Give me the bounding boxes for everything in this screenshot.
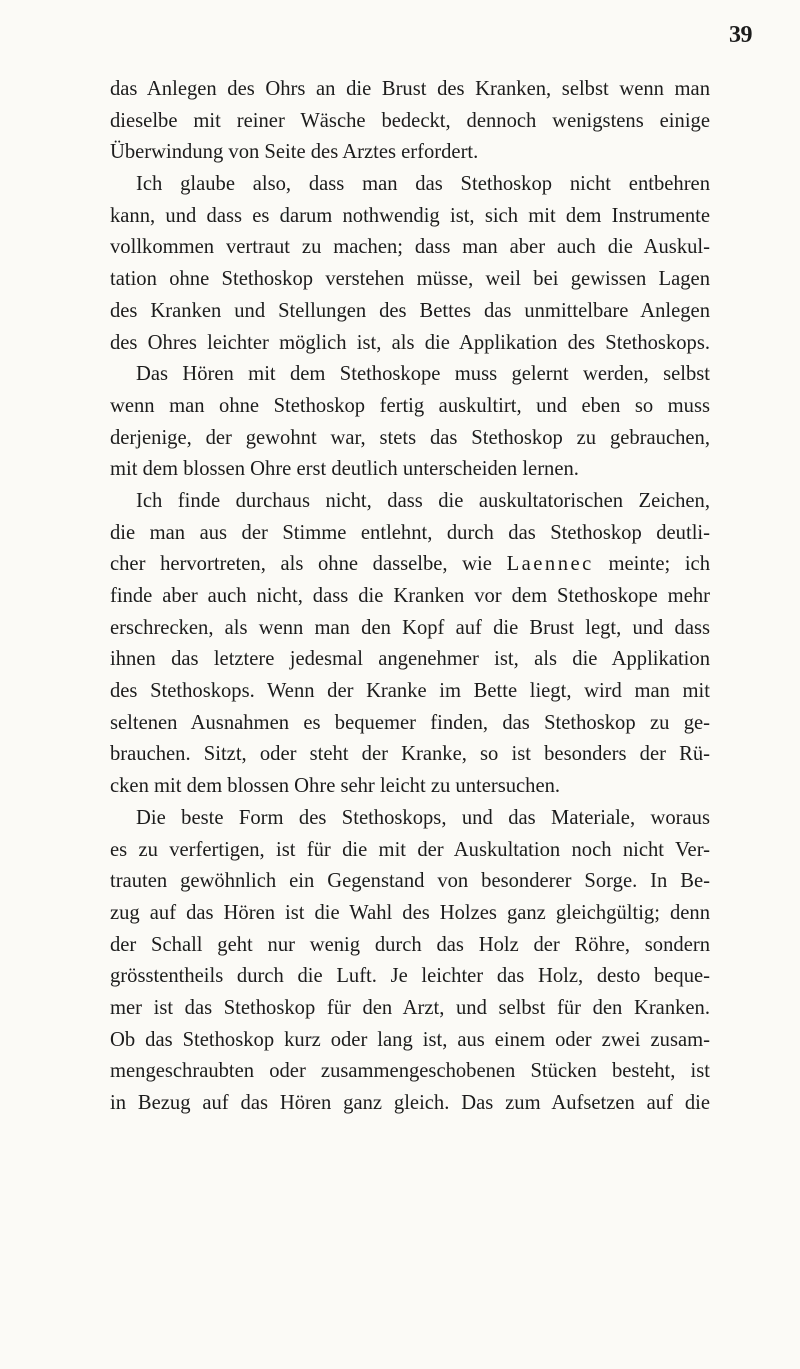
text-line: cken mit dem blossen Ohre sehr leicht zu untersuchen. xyxy=(110,775,561,798)
text-line: seltenen Ausnahmen es bequemer finden, das Stethoskop zu ge- xyxy=(110,711,710,734)
text-line: es zu verfertigen, ist für die mit der Auskultation noch nicht Ver- xyxy=(110,838,710,861)
text-line: das Anlegen des Ohrs an die Brust des Kranken, selbst wenn man xyxy=(110,78,710,100)
text-line: Ich finde durchaus nicht, dass die auskultatorischen Zeichen, xyxy=(136,489,710,512)
text-line: kann, und dass es darum nothwendig ist, sich mit dem Instrumente xyxy=(110,204,710,227)
text-line: Ich glaube also, dass man das Stethoskop nicht entbehren xyxy=(136,173,710,196)
text-line: des Ohres leichter möglich ist, als die Applikation des Stethoskops. xyxy=(110,331,710,354)
text-line: trauten gewöhnlich ein Gegenstand von besonderer Sorge. In Be- xyxy=(110,870,710,893)
body-text xyxy=(110,74,710,1120)
text-line: grösstentheils durch die Luft. Je leichter das Holz, desto beque- xyxy=(110,965,710,988)
text-line: mengeschraubten oder zusammengeschobenen Stücken besteht, ist xyxy=(110,1060,710,1083)
text-line: dieselbe mit reiner Wäsche bedeckt, dennoch wenigstens einige xyxy=(110,109,710,132)
text-line: tation ohne Stethoskop verstehen müsse, weil bei gewissen Lagen xyxy=(110,268,710,291)
text-line: finde aber auch nicht, dass die Kranken vor dem Stethoskope mehr xyxy=(110,585,710,607)
text-line: Ob das Stethoskop kurz oder lang ist, aus einem oder zwei zusam- xyxy=(110,1028,710,1051)
text-line: der Schall geht nur wenig durch das Holz der Röhre, sondern xyxy=(110,933,710,956)
text-line: des Stethoskops. Wenn der Kranke im Bette liegt, wird man mit xyxy=(110,680,710,703)
text-line: in Bezug auf das Hören ganz gleich. Das zum Aufsetzen auf die xyxy=(110,1092,710,1114)
text-line: zug auf das Hören ist die Wahl des Holzes ganz gleichgültig; denn xyxy=(110,901,710,924)
text-line: des Kranken und Stellungen des Bettes das unmittelbare Anlegen xyxy=(110,299,710,322)
text-line: Überwindung von Seite des Arztes erfordert. xyxy=(110,141,479,164)
text-line: derjenige, der gewohnt war, stets das Stethoskop zu gebrauchen, xyxy=(110,426,710,449)
text-line: mit dem blossen Ohre erst deutlich unterscheiden lernen. xyxy=(110,458,579,481)
text-line: ihnen das letztere jedesmal angenehmer ist, als die Applikation xyxy=(110,648,710,671)
text-line: die man aus der Stimme entlehnt, durch das Stethoskop deutli- xyxy=(110,521,710,544)
author-name-laennec: Laennec xyxy=(506,553,594,576)
text-segment: meinte; ich xyxy=(593,553,710,576)
text-line: erschrecken, als wenn man den Kopf auf die Brust legt, und dass xyxy=(110,616,710,639)
text-line: mer ist das Stethoskop für den Arzt, und selbst für den Kranken. xyxy=(110,996,710,1019)
text-line xyxy=(110,549,710,581)
text-segment: cher hervortreten, als ohne dasselbe, wie xyxy=(110,553,492,576)
text-line: Das Hören mit dem Stethoskope muss gelernt werden, selbst xyxy=(136,363,710,386)
text-line: Die beste Form des Stethoskops, und das Materiale, woraus xyxy=(136,806,710,829)
text-line: brauchen. Sitzt, oder steht der Kranke, so ist besonders der Rü- xyxy=(110,743,710,766)
text-line: vollkommen vertraut zu machen; dass man aber auch die Auskul- xyxy=(110,236,710,259)
text-line: wenn man ohne Stethoskop fertig auskultirt, und eben so muss xyxy=(110,394,710,417)
page-number: 39 xyxy=(729,22,752,48)
